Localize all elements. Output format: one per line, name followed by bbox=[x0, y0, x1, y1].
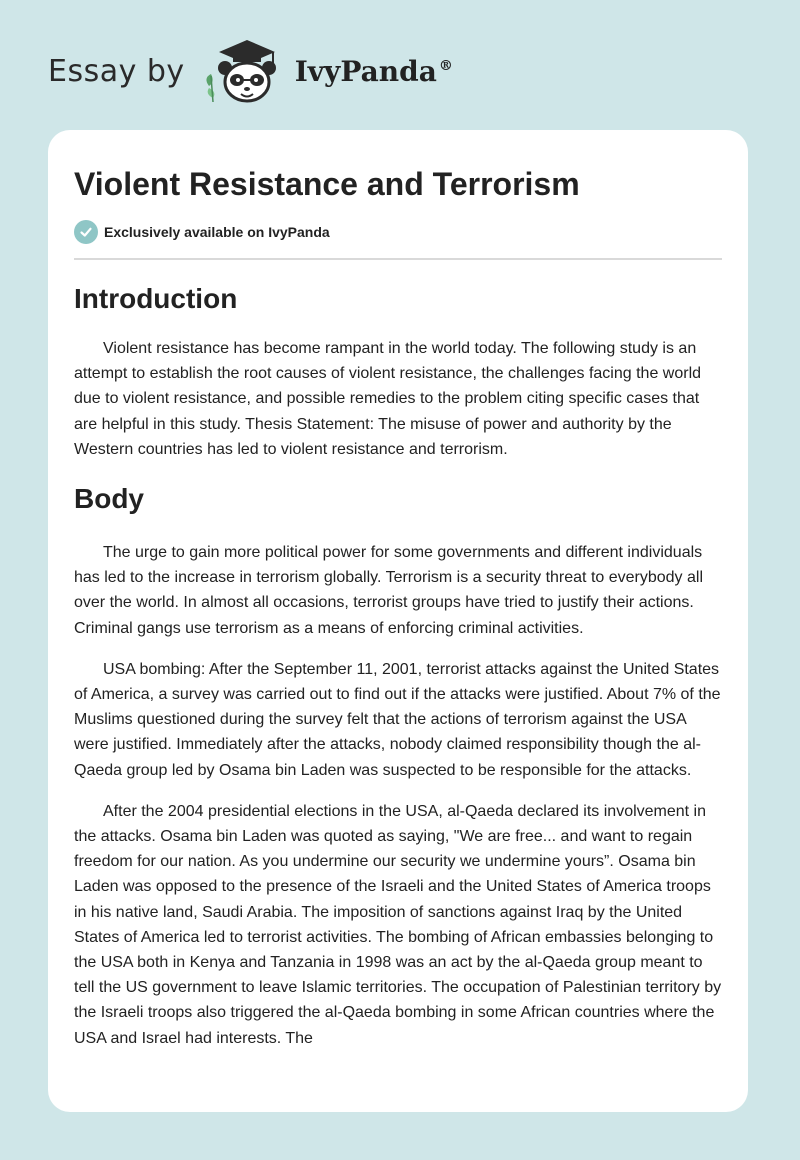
availability-badge bbox=[74, 220, 722, 244]
paragraph: USA bombing: After the September 11, 2001, terrorist attacks against the United States of America, a survey was carried out to find out if the attacks were justified. About 7% of the Muslims questioned during the survey felt that the actions of terrorism against the USA were justified. Immediately after the attacks, nobody claimed responsibility though the al-Qaeda group led by Osama bin Laden was suspected to be responsible for the attacks. bbox=[74, 660, 721, 779]
availability-label: Exclusively available on IvyPanda bbox=[104, 224, 330, 240]
site-header bbox=[48, 36, 468, 106]
essay-by-label: Essay by bbox=[48, 53, 185, 89]
brand-name[interactable] bbox=[295, 55, 453, 88]
section-heading-body: Body bbox=[74, 483, 144, 515]
page-title: Violent Resistance and Terrorism bbox=[74, 166, 580, 202]
registered-mark: ® bbox=[438, 58, 453, 75]
panda-graduate-icon[interactable] bbox=[201, 36, 291, 106]
check-circle-icon bbox=[74, 220, 98, 244]
essay-card bbox=[48, 130, 748, 1112]
paragraph: The urge to gain more political power for some governments and different individuals has led to the increase in terrorism globally. Terrorism is a security threat to everybody all over the world. In almost all occasions, terrorist groups have tried to justify their actions. Criminal gangs use terrorism as a means of enforcing criminal activities. bbox=[74, 544, 704, 637]
brand-name-text: IvyPanda bbox=[294, 54, 437, 88]
paragraph: Violent resistance has become rampant in the world today. The following study is an attempt to establish the root causes of violent resistance, the challenges facing the world due to violent resistance, and possible remedies to the problem citing specific cases that are helpful in this study. Thesis Statement: The misuse of power and authority by the Western countries has led to violent resistance and terrorism. bbox=[74, 340, 702, 458]
divider bbox=[74, 258, 722, 260]
section-heading-introduction: Introduction bbox=[74, 283, 238, 314]
paragraph: After the 2004 presidential elections in the USA, al-Qaeda declared its involvement in the attacks. Osama bin Laden was quoted as saying, "We are free... and want to regain freedom for our nation. As you undermine our security we undermine yours”. Osama bin Laden was opposed to the presence of the Israeli and the United States of America troops in his native land, Saudi Arabia. The imposition of sanctions against Iraq by the United States of America led to terrorist activities. The bombing of African embassies belonging to the USA both in Kenya and Tanzania in 1998 was an act by the al-Qaeda group meant to tell the US government to leave Islamic territories. The occupation of Palestinian territory by the Israeli troops also triggered the al-Qaeda bombing in some African countries where the USA and Israel had interests. The bbox=[74, 802, 722, 1047]
